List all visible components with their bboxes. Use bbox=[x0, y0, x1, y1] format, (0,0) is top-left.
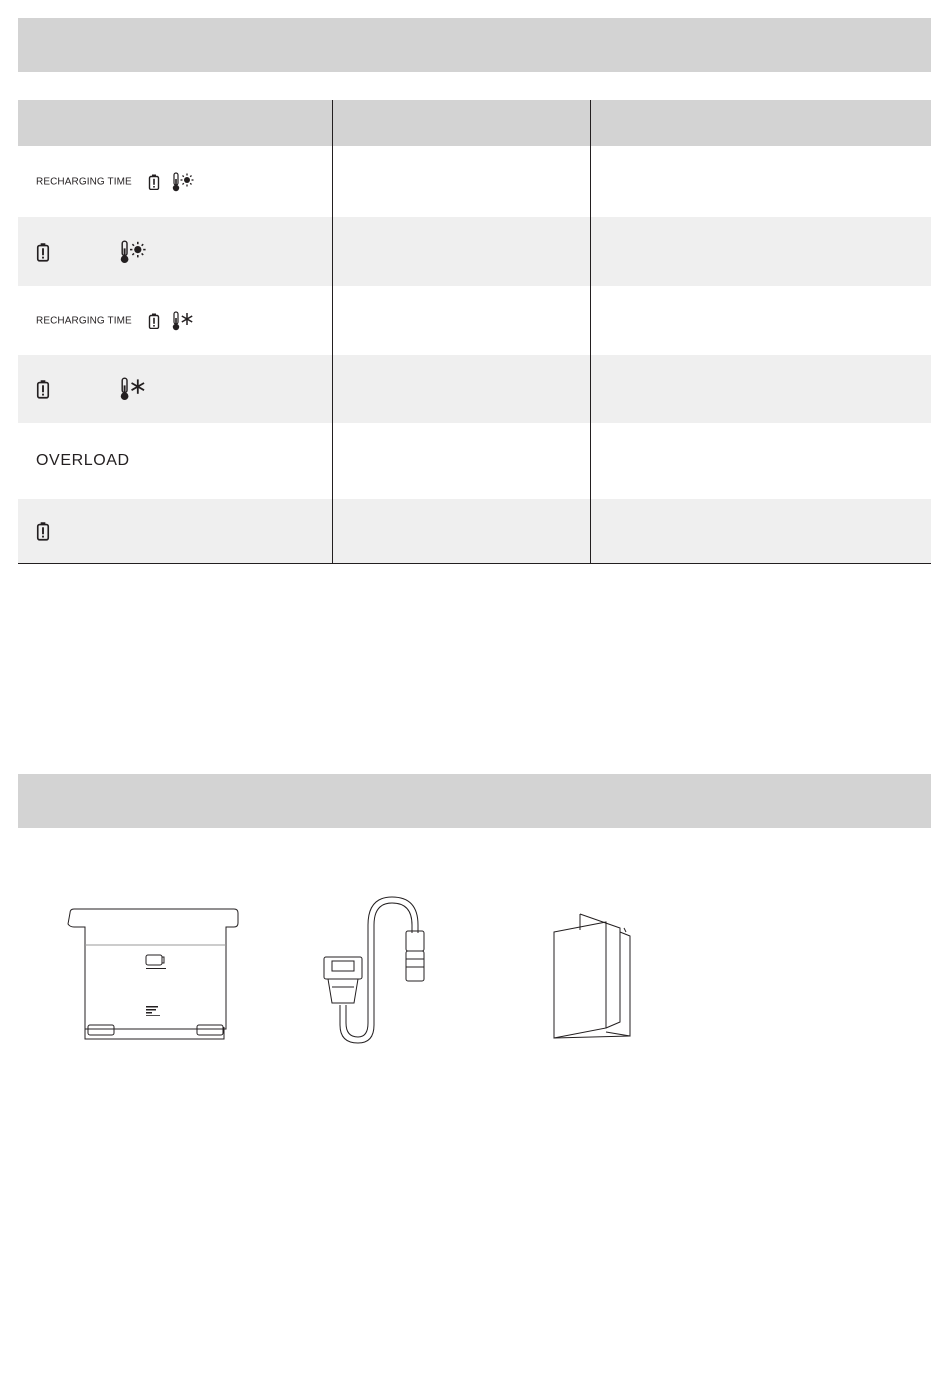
table-row bbox=[18, 286, 931, 355]
table-cell bbox=[332, 146, 590, 217]
table-cell bbox=[18, 286, 332, 355]
contents-header-bar bbox=[18, 774, 931, 828]
table-cell bbox=[332, 217, 590, 286]
battery-alert-icon bbox=[36, 379, 50, 399]
column-header bbox=[332, 100, 590, 146]
section-header-bar bbox=[18, 18, 931, 72]
battery-alert-icon bbox=[148, 313, 160, 329]
table-cell bbox=[332, 423, 590, 499]
table-cell bbox=[590, 286, 931, 355]
table-cell bbox=[18, 499, 332, 563]
error-table bbox=[18, 100, 931, 564]
thermometer-sun-icon bbox=[171, 172, 195, 192]
table-cell bbox=[590, 423, 931, 499]
thermometer-snowflake-icon bbox=[171, 311, 195, 331]
battery-alert-icon bbox=[36, 521, 50, 541]
thermometer-sun-icon bbox=[118, 240, 148, 264]
thermometer-snowflake-icon bbox=[118, 377, 148, 401]
table-cell bbox=[590, 499, 931, 563]
table-row bbox=[18, 499, 931, 563]
recharging-time-label: RECHARGING TIME bbox=[36, 176, 132, 187]
manual-booklet-illustration bbox=[550, 910, 640, 1042]
table-row bbox=[18, 146, 931, 217]
table-cell bbox=[18, 146, 332, 217]
table-cell bbox=[332, 499, 590, 563]
table-row bbox=[18, 217, 931, 286]
overload-label: OVERLOAD bbox=[36, 452, 130, 469]
table-cell bbox=[590, 355, 931, 423]
connection-cable-illustration bbox=[318, 895, 438, 1050]
recharging-time-label: RECHARGING TIME bbox=[36, 315, 132, 326]
table-row bbox=[18, 355, 931, 423]
column-header bbox=[590, 100, 931, 146]
table-cell bbox=[590, 146, 931, 217]
column-header bbox=[18, 100, 332, 146]
table-cell bbox=[332, 355, 590, 423]
table-cell bbox=[18, 355, 332, 423]
table-row bbox=[18, 423, 931, 499]
battery-alert-icon bbox=[148, 174, 160, 190]
table-cell bbox=[18, 423, 332, 499]
table-header-row bbox=[18, 100, 931, 146]
table-cell bbox=[590, 217, 931, 286]
battery-alert-icon bbox=[36, 242, 50, 262]
table-cell bbox=[332, 286, 590, 355]
table-cell bbox=[18, 217, 332, 286]
battery-unit-illustration bbox=[60, 905, 250, 1045]
